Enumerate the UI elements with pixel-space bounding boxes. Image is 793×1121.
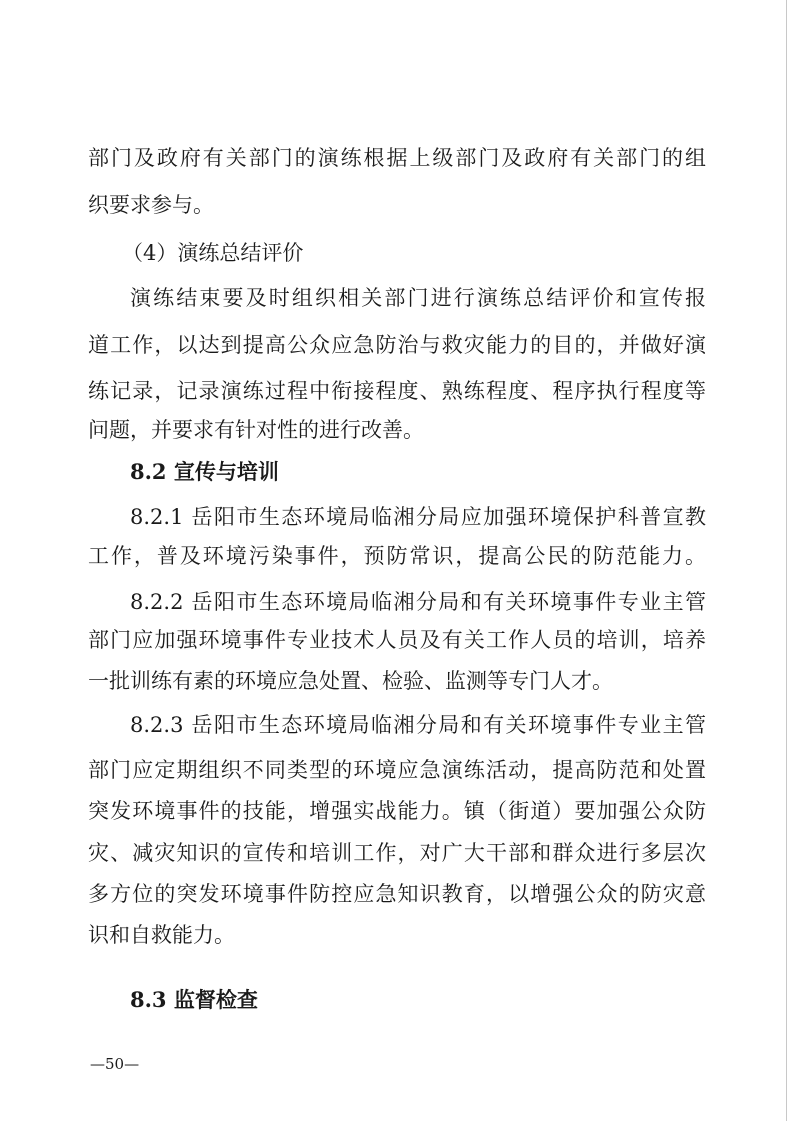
body-text-line: 工作，普及环境污染事件，预防常识，提高公民的防范能力。 xyxy=(88,544,706,568)
body-text-line: 练记录，记录演练过程中衔接程度、熟练程度、程序执行程度等 xyxy=(88,379,706,403)
body-text-line: 8.2.3 岳阳市生态环境局临湘分局和有关环境事件专业主管 xyxy=(130,713,706,737)
body-text-line: 识和自救能力。 xyxy=(88,923,235,947)
body-text-line: 部门应定期组织不同类型的环境应急演练活动，提高防范和处置 xyxy=(88,758,706,782)
section-heading-8-3: 8.3 监督检查 xyxy=(130,987,258,1012)
section-heading-8-2: 8.2 宣传与培训 xyxy=(130,459,279,484)
body-text-line: 突发环境事件的技能，增强实战能力。镇（街道）要加强公众防 xyxy=(88,799,706,823)
body-text-line: 8.2.1 岳阳市生态环境局临湘分局应加强环境保护科普宣教 xyxy=(130,505,706,529)
body-text-line: 一批训练有素的环境应急处置、检验、监测等专门人才。 xyxy=(88,669,613,693)
body-text-line: 演练结束要及时组织相关部门进行演练总结评价和宣传报 xyxy=(130,286,706,310)
subsection-heading: （4）演练总结评价 xyxy=(122,241,304,265)
body-text-line: 多方位的突发环境事件防控应急知识教育，以增强公众的防灾意 xyxy=(88,882,706,906)
body-text-line: 部门及政府有关部门的演练根据上级部门及政府有关部门的组 xyxy=(88,146,706,170)
body-text-line: 8.2.2 岳阳市生态环境局临湘分局和有关环境事件专业主管 xyxy=(130,590,706,614)
body-text-line: 问题，并要求有针对性的进行改善。 xyxy=(88,418,424,442)
scan-edge xyxy=(786,0,787,1121)
body-text-line: 道工作，以达到提高公众应急防治与救灾能力的目的，并做好演 xyxy=(88,333,706,357)
body-text-line: 灾、减灾知识的宣传和培训工作，对广大干部和群众进行多层次 xyxy=(88,841,706,865)
body-text-line: 部门应加强环境事件专业技术人员及有关工作人员的培训，培养 xyxy=(88,628,706,652)
page-number: —50— xyxy=(90,1055,140,1073)
body-text-line: 织要求参与。 xyxy=(88,193,214,217)
